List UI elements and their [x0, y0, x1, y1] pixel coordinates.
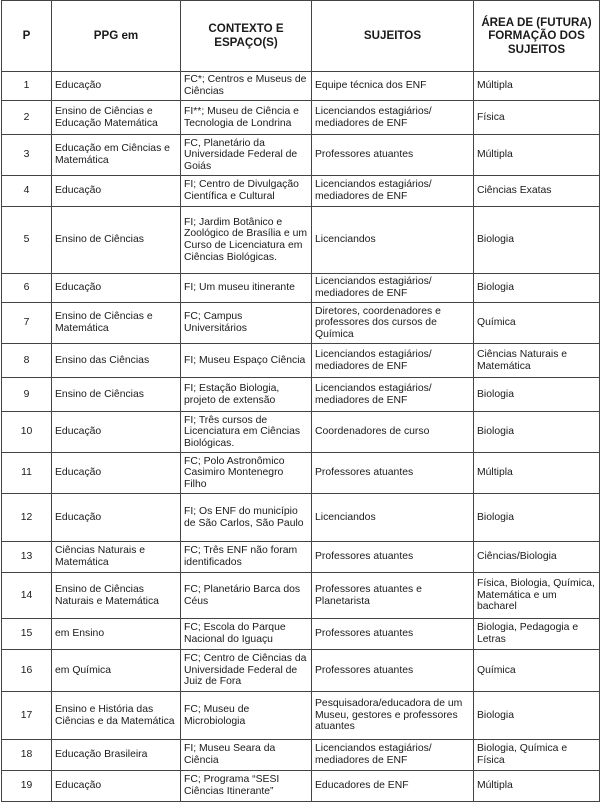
cell-contexto: FI; Centro de Divulgação Científica e Cultural	[181, 176, 312, 207]
cell-ppg: Ensino e História das Ciências e da Matemática	[52, 692, 181, 740]
cell-p: 8	[2, 344, 52, 378]
cell-sujeitos: Licenciandos estagiários/ mediadores de ENF	[312, 274, 474, 303]
cell-area: Biologia	[474, 378, 600, 412]
cell-contexto: FI; Jardim Botânico e Zoológico de Brasília e um Curso de Licenciatura em Ciências Biológicas.	[181, 207, 312, 274]
cell-ppg: Educação	[52, 176, 181, 207]
cell-p: 1	[2, 72, 52, 101]
cell-ppg: Educação em Ciências e Matemática	[52, 135, 181, 176]
cell-area: Biologia	[474, 207, 600, 274]
table-row	[2, 378, 600, 412]
cell-area: Química	[474, 650, 600, 692]
cell-ppg: Ensino de Ciências	[52, 378, 181, 412]
cell-p: 13	[2, 542, 52, 573]
cell-sujeitos: Licenciandos estagiários/ mediadores de ENF	[312, 176, 474, 207]
cell-contexto: FC, Planetário da Universidade Federal de Goiás	[181, 135, 312, 176]
table-row	[2, 344, 600, 378]
cell-ppg: Educação	[52, 771, 181, 802]
cell-area: Múltipla	[474, 453, 600, 494]
cell-ppg: Ensino de Ciências	[52, 207, 181, 274]
table-row	[2, 72, 600, 101]
header-sujeitos: SUJEITOS	[312, 1, 474, 72]
cell-p: 17	[2, 692, 52, 740]
header-area: ÁREA DE (FUTURA) FORMAÇÃO DOS SUJEITOS	[474, 1, 600, 72]
cell-p: 18	[2, 740, 52, 771]
cell-contexto: FI; Um museu itinerante	[181, 274, 312, 303]
cell-sujeitos: Licenciandos estagiários/ mediadores de ENF	[312, 740, 474, 771]
cell-p: 6	[2, 274, 52, 303]
table-row	[2, 650, 600, 692]
table-row	[2, 494, 600, 542]
cell-sujeitos: Pesquisadora/educadora de um Museu, gestores e professores atuantes	[312, 692, 474, 740]
table-row	[2, 453, 600, 494]
table-row	[2, 176, 600, 207]
table-row	[2, 771, 600, 802]
cell-contexto: FC; Centro de Ciências da Universidade Federal de Juiz de Fora	[181, 650, 312, 692]
cell-sujeitos: Professores atuantes	[312, 650, 474, 692]
cell-area: Ciências/Biologia	[474, 542, 600, 573]
table-row	[2, 303, 600, 344]
cell-area: Múltipla	[474, 72, 600, 101]
cell-area: Ciências Naturais e Matemática	[474, 344, 600, 378]
cell-contexto: FC; Três ENF não foram identificados	[181, 542, 312, 573]
cell-ppg: Educação	[52, 412, 181, 453]
table-row	[2, 207, 600, 274]
cell-contexto: FC; Museu de Microbiologia	[181, 692, 312, 740]
cell-p: 4	[2, 176, 52, 207]
cell-ppg: Ensino de Ciências Naturais e Matemática	[52, 573, 181, 619]
cell-area: Química	[474, 303, 600, 344]
cell-area: Múltipla	[474, 771, 600, 802]
cell-area: Física	[474, 101, 600, 135]
cell-sujeitos: Licenciandos estagiários/ mediadores de ENF	[312, 344, 474, 378]
table-row	[2, 619, 600, 650]
cell-area: Múltipla	[474, 135, 600, 176]
cell-ppg: Educação	[52, 274, 181, 303]
cell-area: Biologia, Pedagogia e Letras	[474, 619, 600, 650]
table-row	[2, 135, 600, 176]
cell-contexto: FC; Programa “SESI Ciências Itinerante”	[181, 771, 312, 802]
table-row	[2, 573, 600, 619]
table-row	[2, 101, 600, 135]
cell-ppg: Ensino de Ciências e Educação Matemática	[52, 101, 181, 135]
cell-contexto: FC; Planetário Barca dos Céus	[181, 573, 312, 619]
cell-p: 15	[2, 619, 52, 650]
cell-ppg: Ensino das Ciências	[52, 344, 181, 378]
cell-area: Biologia	[474, 692, 600, 740]
cell-contexto: FI; Estação Biologia, projeto de extensão	[181, 378, 312, 412]
cell-p: 19	[2, 771, 52, 802]
cell-sujeitos: Educadores de ENF	[312, 771, 474, 802]
header-p: P	[2, 1, 52, 72]
cell-sujeitos: Licenciandos estagiários/ mediadores de ENF	[312, 378, 474, 412]
cell-sujeitos: Professores atuantes	[312, 542, 474, 573]
cell-p: 3	[2, 135, 52, 176]
cell-contexto: FC; Escola do Parque Nacional do Iguaçu	[181, 619, 312, 650]
cell-p: 12	[2, 494, 52, 542]
header-ppg: PPG em	[52, 1, 181, 72]
cell-contexto: FI; Três cursos de Licenciatura em Ciências Biológicas.	[181, 412, 312, 453]
header-row	[2, 1, 600, 72]
cell-area: Biologia	[474, 494, 600, 542]
results-table	[1, 0, 600, 802]
cell-contexto: FC*; Centros e Museus de Ciências	[181, 72, 312, 101]
cell-p: 2	[2, 101, 52, 135]
cell-area: Ciências Exatas	[474, 176, 600, 207]
table-row	[2, 542, 600, 573]
cell-ppg: Ensino de Ciências e Matemática	[52, 303, 181, 344]
cell-contexto: FC; Polo Astronômico Casimiro Montenegro Filho	[181, 453, 312, 494]
cell-p: 14	[2, 573, 52, 619]
cell-ppg: Educação	[52, 72, 181, 101]
cell-sujeitos: Equipe técnica dos ENF	[312, 72, 474, 101]
cell-sujeitos: Licenciandos	[312, 207, 474, 274]
table-row	[2, 692, 600, 740]
cell-sujeitos: Professores atuantes	[312, 453, 474, 494]
cell-sujeitos: Diretores, coordenadores e professores dos cursos de Química	[312, 303, 474, 344]
cell-ppg: Educação Brasileira	[52, 740, 181, 771]
cell-p: 11	[2, 453, 52, 494]
cell-ppg: Ciências Naturais e Matemática	[52, 542, 181, 573]
cell-sujeitos: Licenciandos	[312, 494, 474, 542]
cell-contexto: FI; Museu Espaço Ciência	[181, 344, 312, 378]
cell-ppg: Educação	[52, 453, 181, 494]
cell-sujeitos: Professores atuantes	[312, 619, 474, 650]
cell-contexto: FC; Campus Universitários	[181, 303, 312, 344]
cell-sujeitos: Licenciandos estagiários/ mediadores de ENF	[312, 101, 474, 135]
cell-area: Biologia	[474, 412, 600, 453]
cell-p: 9	[2, 378, 52, 412]
cell-area: Biologia, Química e Física	[474, 740, 600, 771]
cell-ppg: em Química	[52, 650, 181, 692]
cell-area: Biologia	[474, 274, 600, 303]
table-row	[2, 412, 600, 453]
table-row	[2, 740, 600, 771]
cell-contexto: FI**; Museu de Ciência e Tecnologia de Londrina	[181, 101, 312, 135]
cell-ppg: em Ensino	[52, 619, 181, 650]
cell-area: Física, Biologia, Química, Matemática e um bacharel	[474, 573, 600, 619]
cell-sujeitos: Professores atuantes	[312, 135, 474, 176]
cell-contexto: FI; Museu Seara da Ciência	[181, 740, 312, 771]
cell-p: 5	[2, 207, 52, 274]
cell-p: 7	[2, 303, 52, 344]
cell-ppg: Educação	[52, 494, 181, 542]
header-contexto: CONTEXTO E ESPAÇO(S)	[181, 1, 312, 72]
cell-p: 10	[2, 412, 52, 453]
cell-p: 16	[2, 650, 52, 692]
cell-sujeitos: Professores atuantes e Planetarista	[312, 573, 474, 619]
cell-contexto: FI; Os ENF do município de São Carlos, São Paulo	[181, 494, 312, 542]
cell-sujeitos: Coordenadores de curso	[312, 412, 474, 453]
table-row	[2, 274, 600, 303]
